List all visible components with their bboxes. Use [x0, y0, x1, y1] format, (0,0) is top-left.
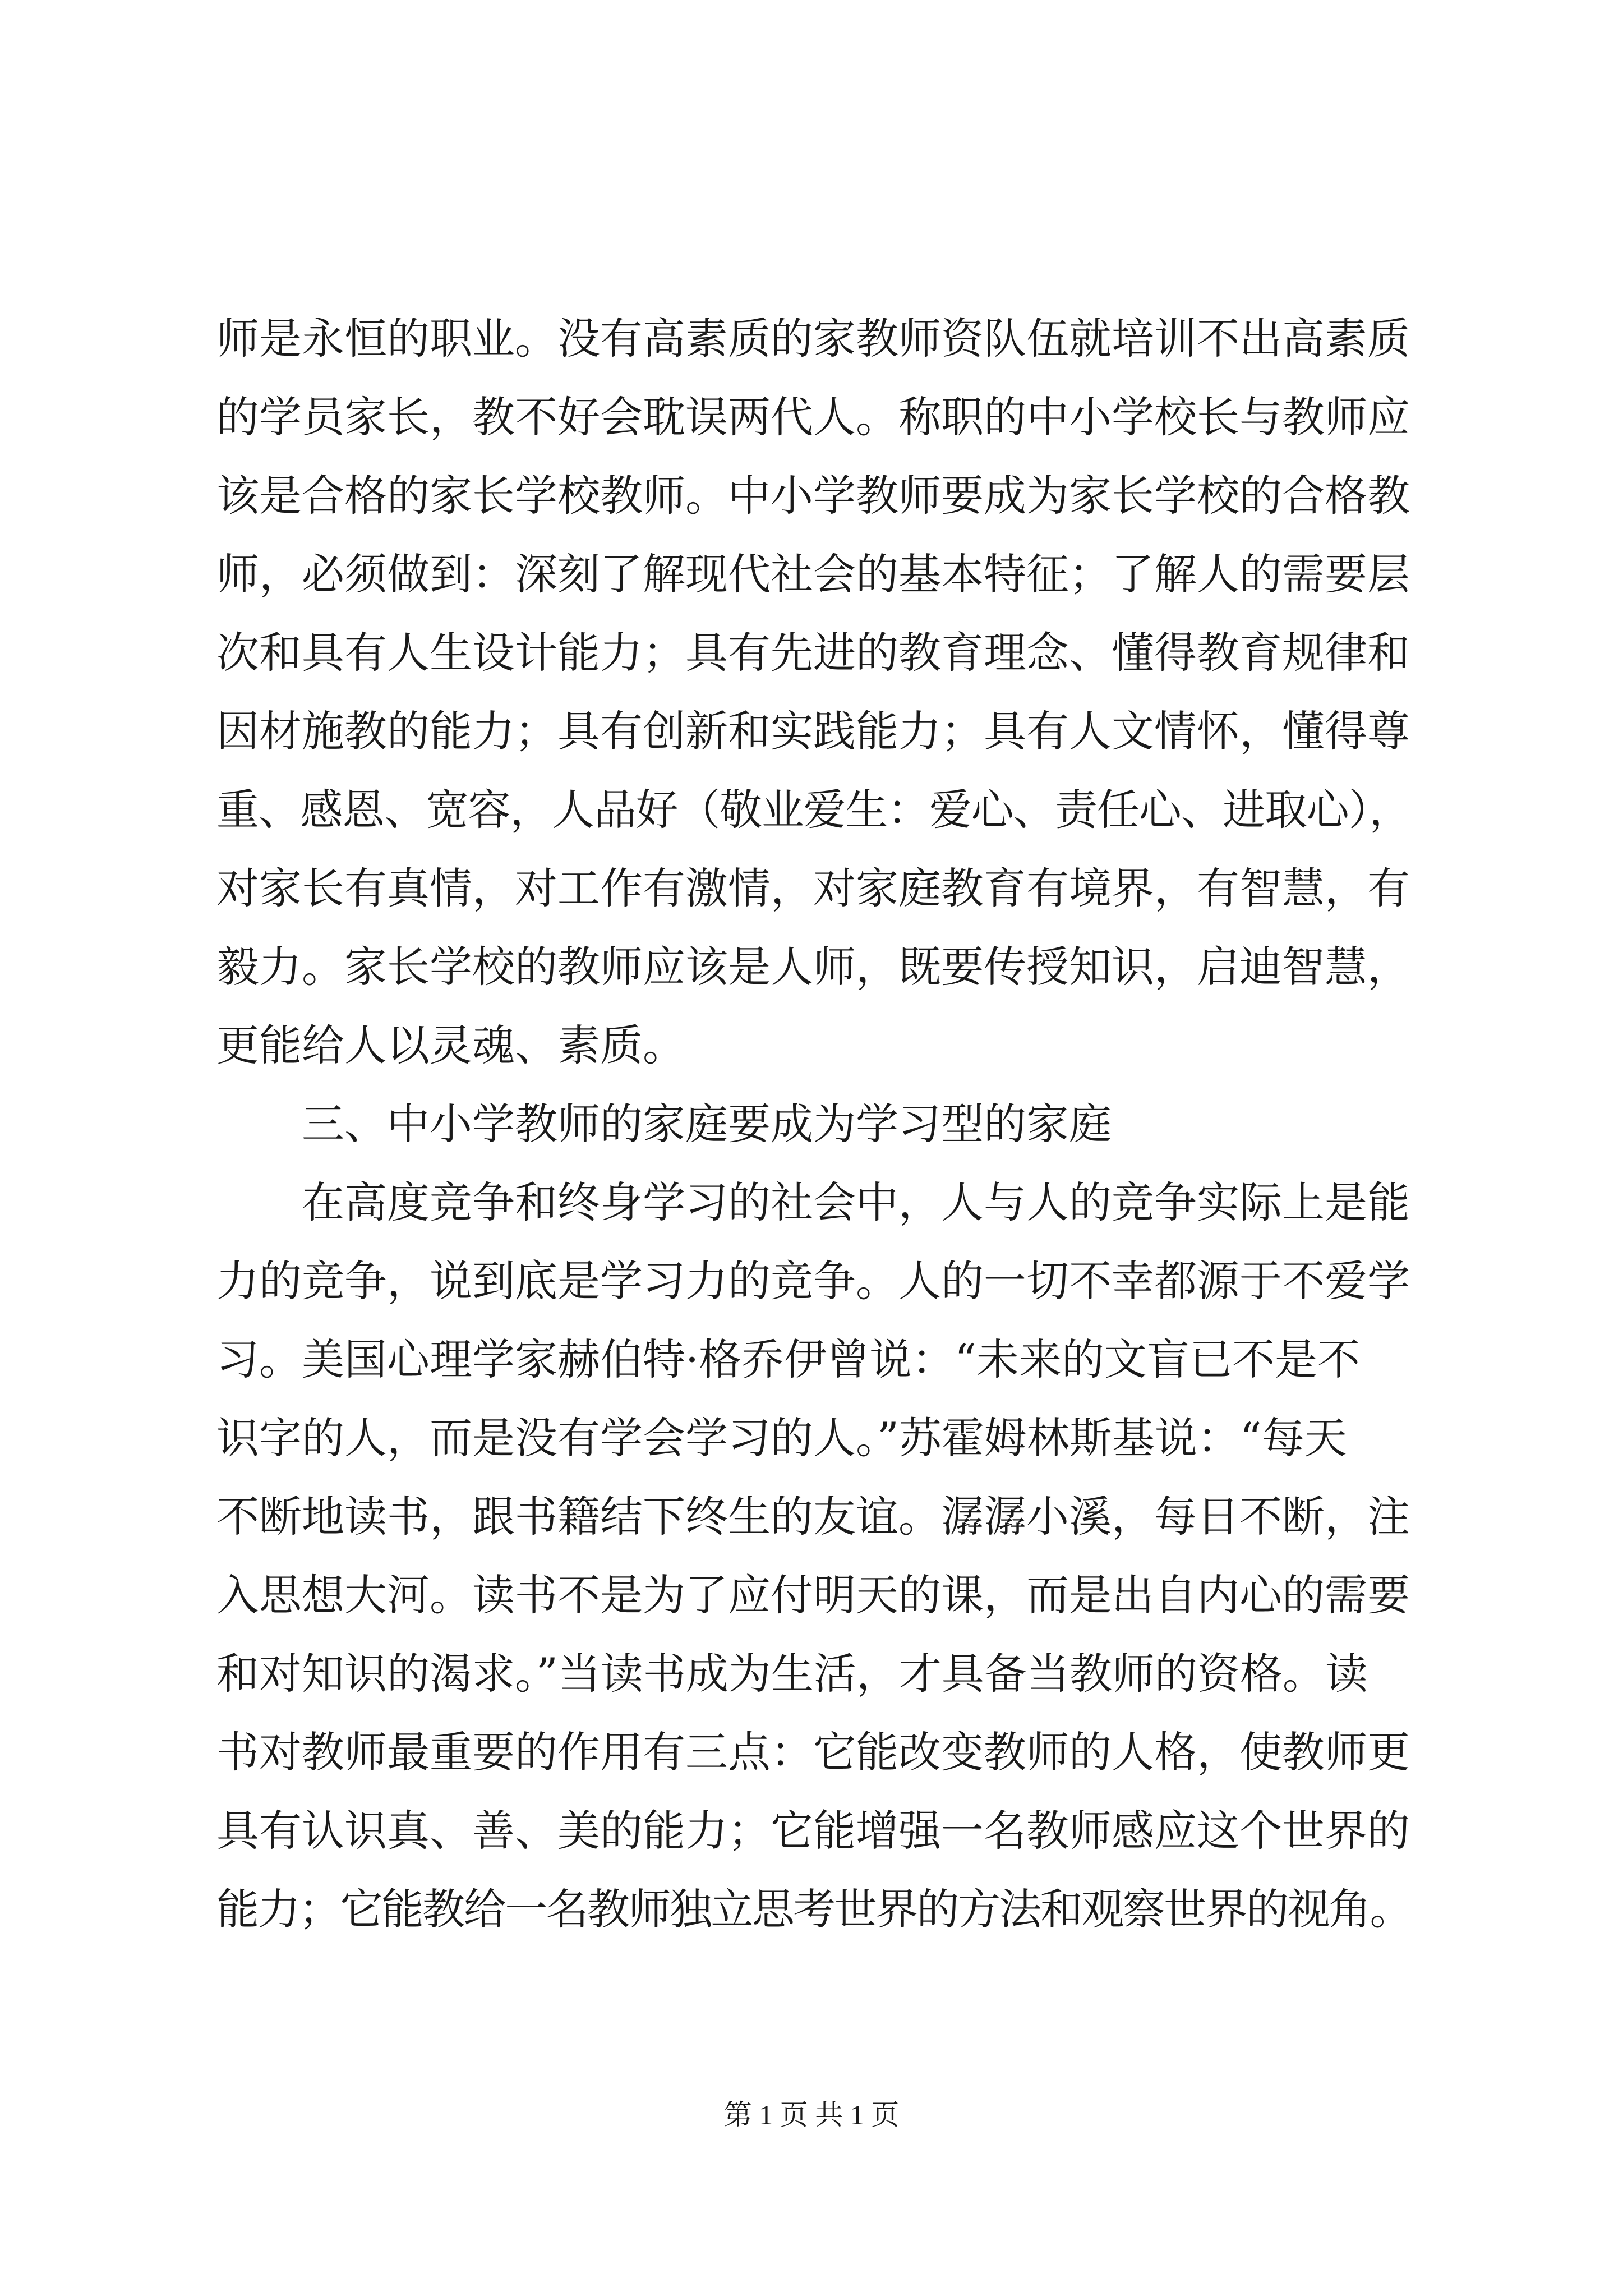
text-line: 该是合格的家长学校教师。中小学教师要成为家长学校的合格教	[216, 471, 1410, 521]
text-line: 和对知识的渴求。”当读书成为生活，才具备当教师的资格。读	[216, 1649, 1368, 1699]
page-footer	[0, 2095, 1623, 2134]
text-line: 不断地读书，跟书籍结下终生的友谊。潺潺小溪，每日不断，注	[216, 1492, 1410, 1542]
text-line: 书对教师最重要的作用有三点：它能改变教师的人格，使教师更	[216, 1727, 1410, 1777]
text-line: 具有认识真、善、美的能力；它能增强一名教师感应这个世界的	[216, 1806, 1410, 1856]
text-line: 在高度竞争和终身学习的社会中，人与人的竞争实际上是能	[302, 1177, 1410, 1227]
text-line: 能力；它能教给一名教师独立思考世界的方法和观察世界的视角。	[216, 1884, 1411, 1934]
text-line: 因材施教的能力；具有创新和实践能力；具有人文情怀，懂得尊	[216, 706, 1410, 756]
text-line: 对家长有真情，对工作有激情，对家庭教育有境界，有智慧，有	[216, 863, 1410, 913]
text-line: 师，必须做到：深刻了解现代社会的基本特征；了解人的需要层	[216, 549, 1410, 599]
text-line: 重、感恩、宽容，人品好（敬业爱生：爱心、责任心、进取心），	[216, 785, 1411, 835]
text-line: 力的竞争，说到底是学习力的竞争。人的一切不幸都源于不爱学	[216, 1256, 1410, 1306]
text-line: 的学员家长，教不好会耽误两代人。称职的中小学校长与教师应	[216, 392, 1410, 442]
document-body	[216, 300, 1411, 1949]
text-line: 三、中小学教师的家庭要成为学习型的家庭	[302, 1099, 1112, 1149]
page-number-label: 第 1 页 共 1 页	[723, 2099, 900, 2131]
text-line: 毅力。家长学校的教师应该是人师，既要传授知识，启迪智慧，	[216, 942, 1410, 992]
text-line: 识字的人，而是没有学会学习的人。”苏霍姆林斯基说：“每天	[216, 1413, 1347, 1463]
text-line: 更能给人以灵魂、素质。	[216, 1020, 685, 1070]
text-line: 次和具有人生设计能力；具有先进的教育理念、懂得教育规律和	[216, 628, 1410, 678]
text-line: 习。美国心理学家赫伯特·格乔伊曾说：“未来的文盲已不是不	[216, 1335, 1361, 1384]
text-line: 入思想大河。读书不是为了应付明天的课，而是出自内心的需要	[216, 1570, 1410, 1620]
text-line: 师是永恒的职业。没有高素质的家教师资队伍就培训不出高素质	[216, 314, 1410, 364]
